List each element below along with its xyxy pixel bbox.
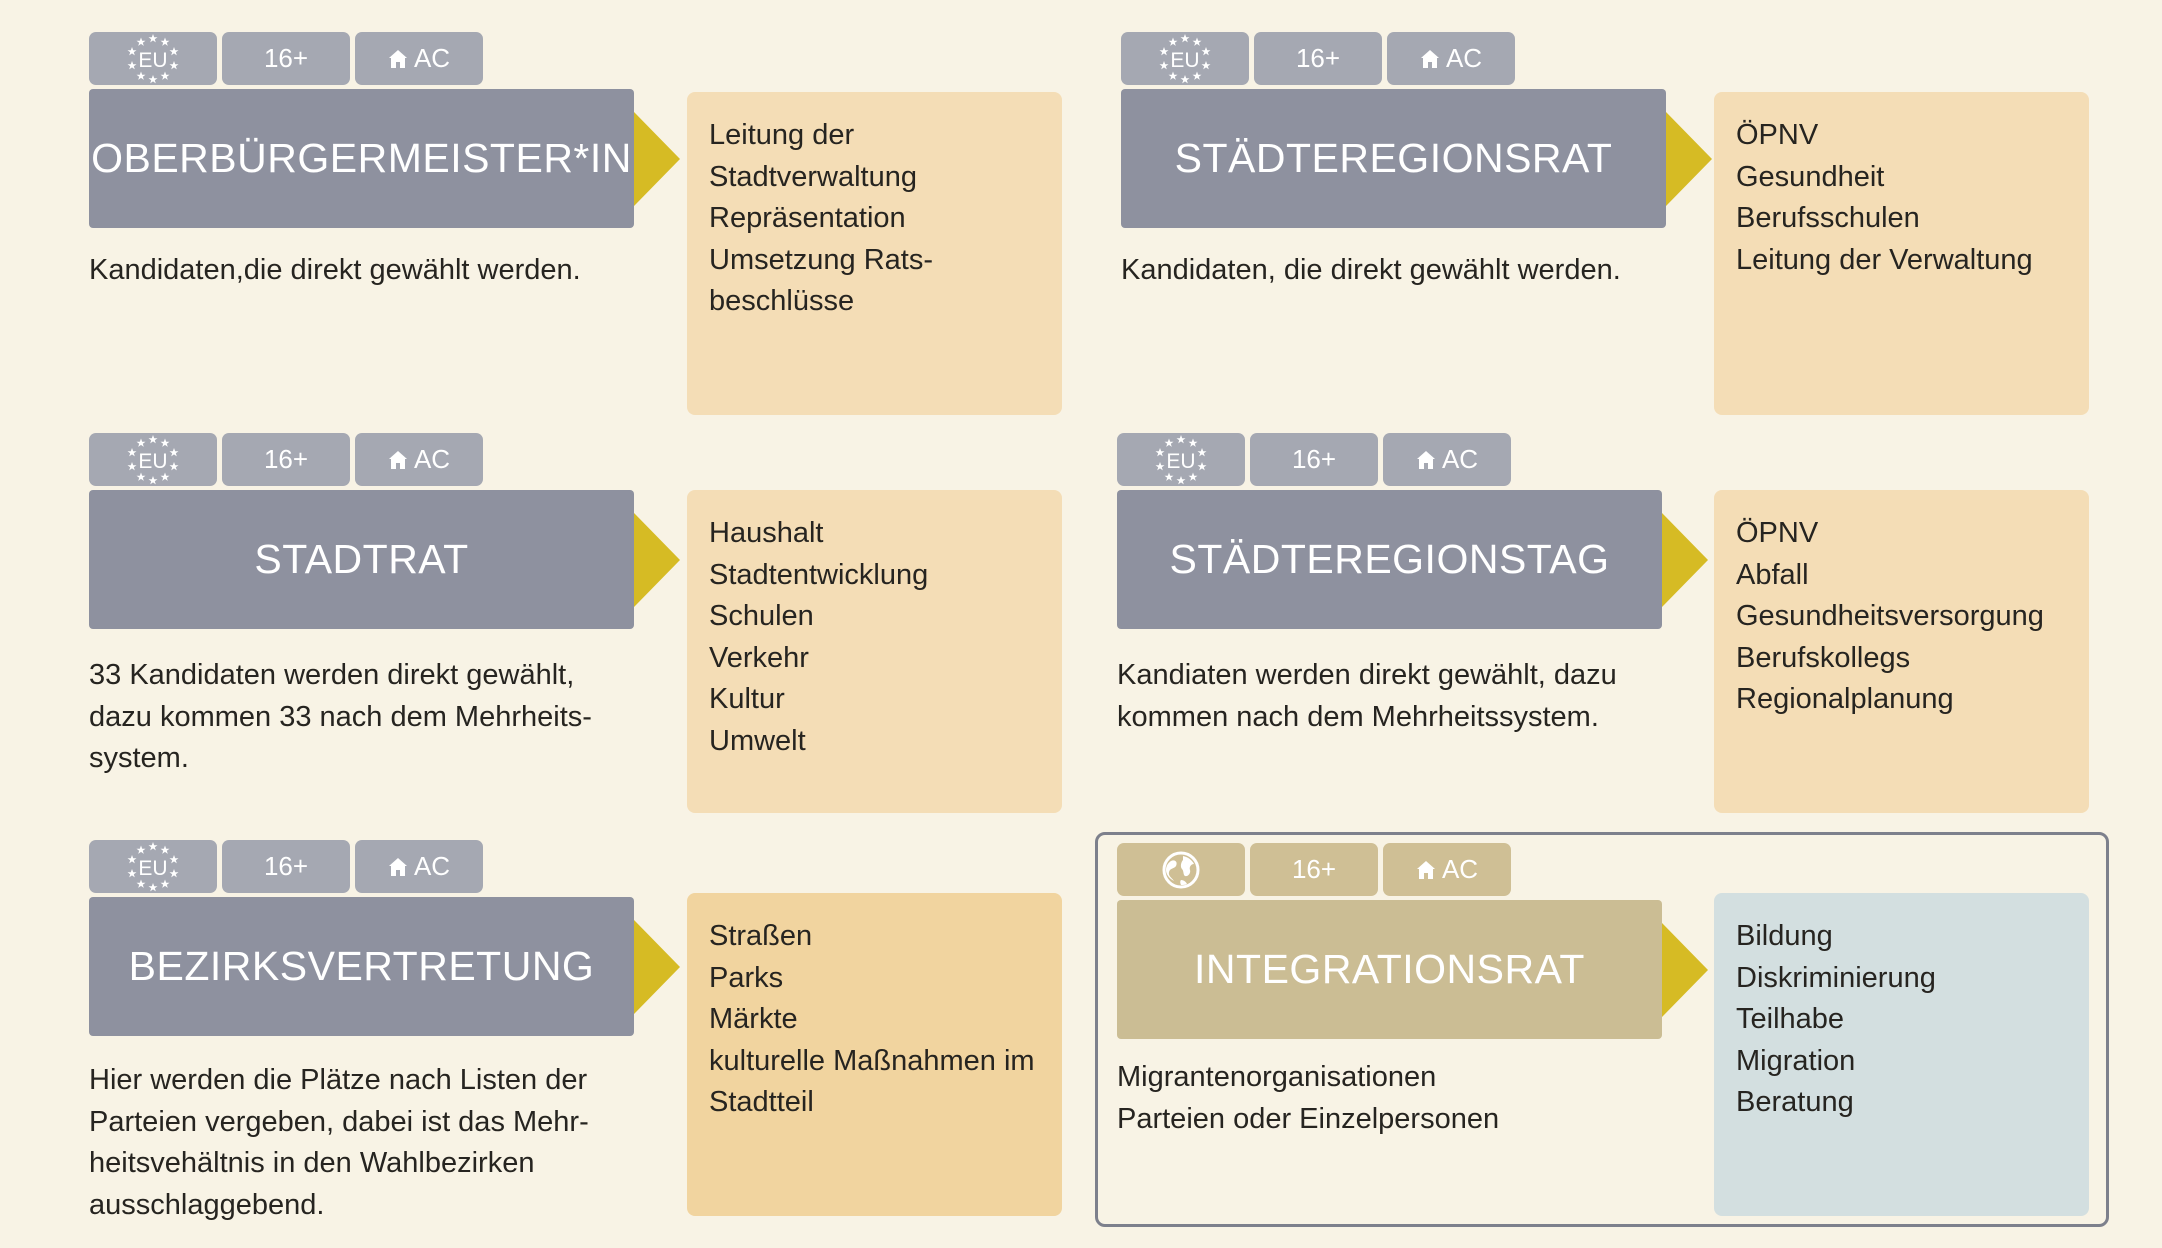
globe-icon — [1161, 850, 1201, 890]
list-item: Bildung — [1736, 920, 1833, 952]
list-item: Umwelt — [709, 724, 806, 757]
list-item: Stadtentwicklung — [709, 558, 929, 591]
description-line: ausschlaggebend. — [89, 1188, 325, 1221]
list-item: Straßen — [709, 920, 813, 952]
city-label: AC — [413, 851, 451, 881]
description-line: Migrantenorganisationen — [1117, 1061, 1437, 1093]
list-item: Berufsschulen — [1736, 202, 1920, 234]
svg-text:EU: EU — [138, 856, 168, 880]
city-badge — [1383, 843, 1511, 896]
list-item: Stadtteil — [709, 1086, 814, 1118]
description-line: Hier werden die Plätze nach Listen der — [89, 1064, 588, 1096]
list-item: Parks — [709, 961, 784, 994]
arrow-icon — [1666, 112, 1712, 206]
arrow-icon — [1662, 923, 1708, 1017]
eu-stars-icon — [1156, 33, 1214, 85]
age-badge: 16+ — [1254, 32, 1382, 85]
eu-badge — [1117, 433, 1245, 486]
list-item: Schulen — [709, 600, 814, 632]
list-item: Gesundheit — [1736, 160, 1885, 193]
panel-integrationsrat — [1117, 843, 2137, 1228]
eu-stars-icon — [1152, 434, 1210, 486]
list-item: Teilhabe — [1736, 1003, 1845, 1035]
city-label: AC — [1441, 854, 1479, 884]
list-item: Berufskollegs — [1736, 641, 1911, 674]
list-item: Kultur — [709, 683, 785, 715]
role-title: STÄDTEREGIONSTAG — [1117, 490, 1662, 629]
city-badge — [355, 433, 483, 486]
house-icon — [1420, 49, 1440, 69]
description-line: Kandidaten,die direkt gewählt werden. — [89, 254, 581, 286]
eu-badge — [89, 433, 217, 486]
list-item: Leitung der — [709, 119, 855, 151]
role-description — [1117, 1057, 1677, 1140]
house-icon — [388, 49, 408, 69]
globe-badge — [1117, 843, 1245, 896]
arrow-icon — [1662, 513, 1708, 607]
list-item: Gesundheitsversorgung — [1736, 600, 2044, 632]
description-line: heitsvehältnis in den Wahlbezirken — [89, 1147, 535, 1179]
city-label: AC — [1441, 444, 1479, 474]
description-line: Parteien oder Einzelpersonen — [1117, 1102, 1500, 1135]
list-item: Verkehr — [709, 641, 809, 674]
panel-stadtrat — [89, 433, 1109, 818]
responsibilities-list — [1714, 490, 2089, 813]
city-label: AC — [1445, 43, 1483, 73]
role-description — [1121, 250, 1681, 292]
description-line: 33 Kandidaten werden direkt gewählt, — [89, 659, 575, 691]
panel-bezirksvertretung — [89, 840, 1109, 1225]
list-item: ÖPNV — [1736, 517, 1819, 549]
svg-text:EU: EU — [138, 449, 168, 473]
description-line: Parteien vergeben, dabei ist das Mehr- — [89, 1105, 589, 1138]
list-item: kulturelle Maßnahmen im — [709, 1044, 1035, 1077]
list-item: Umsetzung Rats- — [709, 243, 934, 276]
role-description — [1117, 655, 1677, 738]
eu-badge — [89, 840, 217, 893]
svg-text:EU: EU — [1166, 449, 1196, 473]
city-badge — [1383, 433, 1511, 486]
role-title: INTEGRATIONSRAT — [1117, 900, 1662, 1039]
role-title: BEZIRKSVERTRETUNG — [89, 897, 634, 1036]
role-title: STADTRAT — [89, 490, 634, 629]
list-item: Abfall — [1736, 558, 1809, 591]
responsibilities-list — [687, 92, 1062, 415]
description-line: Kandiaten werden direkt gewählt, dazu — [1117, 659, 1617, 691]
eu-stars-icon — [124, 434, 182, 486]
list-item: Leitung der Verwaltung — [1736, 243, 2033, 276]
list-item: Repräsentation — [709, 202, 906, 234]
age-badge: 16+ — [1250, 433, 1378, 486]
eu-stars-icon — [124, 841, 182, 893]
list-item: Migration — [1736, 1044, 1856, 1077]
responsibilities-list — [1714, 92, 2089, 415]
house-icon — [1416, 860, 1436, 880]
svg-text:EU: EU — [138, 48, 168, 72]
age-badge: 16+ — [222, 840, 350, 893]
panel-staedteregionstag — [1117, 433, 2137, 818]
role-description — [89, 655, 649, 780]
list-item: Beratung — [1736, 1086, 1854, 1118]
city-badge — [1387, 32, 1515, 85]
list-item: Stadtverwaltung — [709, 160, 917, 193]
description-line: kommen nach dem Mehrheitssystem. — [1117, 700, 1599, 733]
role-description — [89, 250, 649, 292]
panel-staedteregionsrat — [1121, 32, 2141, 417]
eu-badge — [89, 32, 217, 85]
list-item: Haushalt — [709, 517, 824, 549]
age-badge: 16+ — [1250, 843, 1378, 896]
city-label: AC — [413, 43, 451, 73]
age-badge: 16+ — [222, 32, 350, 85]
description-line: system. — [89, 742, 189, 774]
description-line: dazu kommen 33 nach dem Mehrheits- — [89, 700, 592, 733]
role-description — [89, 1060, 649, 1226]
role-title: OBERBÜRGERMEISTER*IN — [89, 89, 634, 228]
city-badge — [355, 32, 483, 85]
house-icon — [1416, 450, 1436, 470]
city-badge — [355, 840, 483, 893]
svg-text:EU: EU — [1170, 48, 1200, 72]
list-item: beschlüsse — [709, 285, 855, 317]
list-item: Märkte — [709, 1003, 798, 1035]
list-item: Diskriminierung — [1736, 961, 1936, 994]
house-icon — [388, 450, 408, 470]
arrow-icon — [634, 112, 680, 206]
house-icon — [388, 857, 408, 877]
arrow-icon — [634, 920, 680, 1014]
age-badge: 16+ — [222, 433, 350, 486]
responsibilities-list — [687, 490, 1062, 813]
description-line: Kandidaten, die direkt gewählt werden. — [1121, 254, 1621, 286]
eu-badge — [1121, 32, 1249, 85]
eu-stars-icon — [124, 33, 182, 85]
list-item: ÖPNV — [1736, 119, 1819, 151]
responsibilities-list — [687, 893, 1062, 1216]
arrow-icon — [634, 513, 680, 607]
responsibilities-list — [1714, 893, 2089, 1216]
city-label: AC — [413, 444, 451, 474]
list-item: Regionalplanung — [1736, 683, 1954, 715]
role-title: STÄDTEREGIONSRAT — [1121, 89, 1666, 228]
panel-oberbuergermeister — [89, 32, 1109, 417]
